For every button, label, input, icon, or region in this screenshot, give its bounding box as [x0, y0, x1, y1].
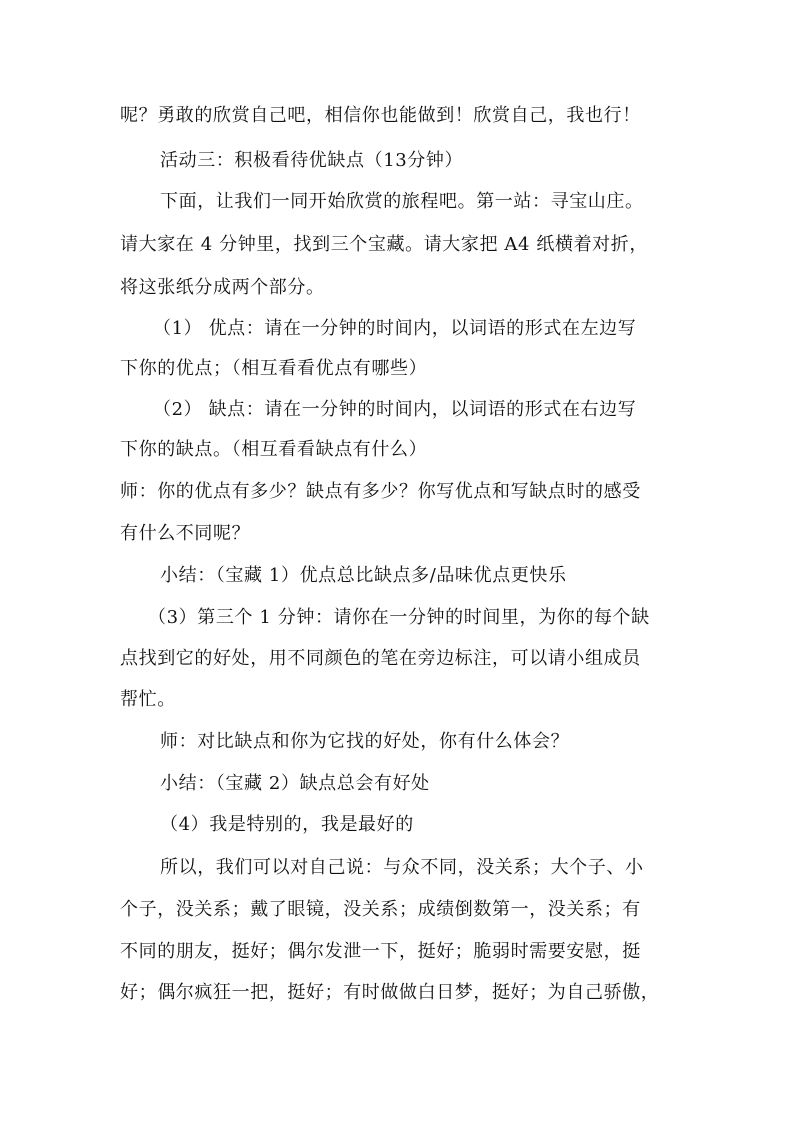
section-heading: 活动三：积极看待优缺点（13分钟） [160, 150, 464, 171]
text-line: 帮忙。 [120, 689, 176, 710]
text-line: 下你的缺点。（相互看看缺点有什么） [120, 439, 428, 460]
teacher-question: 师：你的优点有多少？缺点有多少？你写优点和写缺点时的感受 [120, 481, 641, 502]
list-item-2: （2） 缺点：请在一分钟的时间内，以词语的形式在右边写 [153, 399, 637, 420]
list-item-3: （3）第三个 1 分钟：请你在一分钟的时间里，为你的每个缺 [148, 607, 650, 628]
list-item-1: （1） 优点：请在一分钟的时间内，以词语的形式在左边写 [153, 318, 637, 339]
text-line: 请大家在 4 分钟里，找到三个宝藏。请大家把 A4 纸横着对折， [120, 234, 648, 255]
list-item-4: （4）我是特别的，我是最好的 [160, 814, 414, 835]
summary-2: 小结：（宝藏 2）缺点总会有好处 [160, 773, 430, 794]
text-line: 呢？勇敢的欣赏自己吧，相信你也能做到！欣赏自己，我也行！ [120, 105, 641, 126]
text-line: 将这张纸分成两个部分。 [120, 277, 325, 298]
text-line: 不同的朋友，挺好；偶尔发泄一下，挺好；脆弱时需要安慰，挺 [120, 941, 641, 962]
summary-1: 小结：（宝藏 1）优点总比缺点多/品味优点更快乐 [160, 565, 567, 586]
text-line: 好；偶尔疯狂一把，挺好；有时做做白日梦，挺好；为自己骄傲， [120, 982, 660, 1003]
teacher-question: 师：对比缺点和你为它找的好处，你有什么体会？ [160, 731, 570, 752]
text-line: 所以，我们可以对自己说：与众不同，没关系；大个子、小 [160, 857, 644, 878]
text-line: 下你的优点；（相互看看优点有哪些） [120, 358, 428, 379]
text-line: 点找到它的好处，用不同颜色的笔在旁边标注，可以请小组成员 [120, 648, 641, 669]
text-line: 有什么不同呢？ [120, 523, 251, 544]
text-line: 下面，让我们一同开始欣赏的旅程吧。第一站：寻宝山庄。 [160, 191, 644, 212]
text-line: 个子，没关系；戴了眼镜，没关系；成绩倒数第一，没关系；有 [120, 899, 641, 920]
